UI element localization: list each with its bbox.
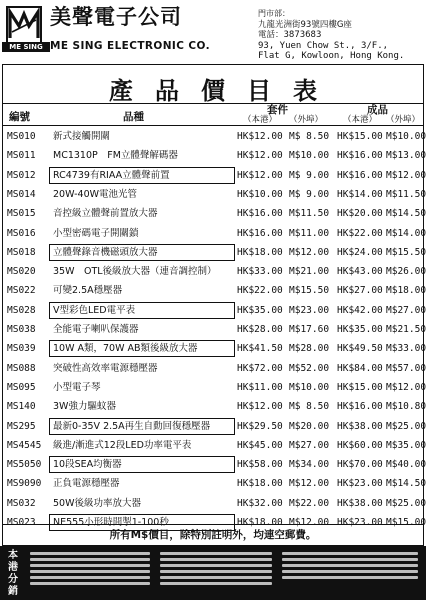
product-name: 10段SEA均衡器 xyxy=(53,459,122,471)
table-row xyxy=(3,262,426,282)
product-code: MS018 xyxy=(7,246,36,258)
product-code: MS088 xyxy=(7,362,36,374)
product-code: MS095 xyxy=(7,381,36,393)
table-row xyxy=(3,397,426,417)
product-price-overseas: M$33.00 xyxy=(386,343,426,355)
table-row xyxy=(3,301,426,321)
kit-price-overseas: M$11.00 xyxy=(289,227,330,239)
product-code: MS014 xyxy=(7,188,36,200)
kit-price-local: HK$41.50 xyxy=(237,343,283,355)
table-row xyxy=(3,339,426,359)
table-row xyxy=(3,436,426,456)
price-list-title: 產品價目表 xyxy=(109,77,339,105)
product-code: MS020 xyxy=(7,266,36,278)
product-price-local: HK$16.00 xyxy=(337,169,383,181)
kit-price-overseas: M$12.00 xyxy=(289,246,330,258)
dealer-entry xyxy=(160,570,272,573)
product-price-overseas: M$40.00 xyxy=(386,459,426,471)
product-name: 小型密碼電子開關鎖 xyxy=(53,227,139,239)
address-english-line-1: 93, Yuen Chow St., 3/F., xyxy=(258,41,389,51)
product-price-overseas: M$26.00 xyxy=(386,266,426,278)
product-code: MS140 xyxy=(7,401,36,413)
kit-price-local: HK$35.00 xyxy=(237,304,283,316)
table-row xyxy=(3,243,426,263)
product-price-overseas: M$21.50 xyxy=(386,324,426,335)
kit-price-local: HK$12.00 xyxy=(237,150,283,162)
table-row xyxy=(3,455,426,475)
column-header-product: 成品 xyxy=(367,104,388,116)
column-header-name: 品種 xyxy=(123,111,144,123)
kit-price-local: HK$16.00 xyxy=(237,227,283,239)
column-header-kit: 套件 xyxy=(267,104,288,116)
dealer-entry xyxy=(282,564,418,567)
table-row xyxy=(3,166,426,186)
product-price-local: HK$70.00 xyxy=(337,459,383,471)
kit-price-overseas: M$ 9.00 xyxy=(289,188,330,200)
company-name-english: ME SING ELECTRONIC CO. xyxy=(50,40,210,52)
product-price-local: HK$27.00 xyxy=(337,285,383,297)
dealer-list-label: 本港分銷 xyxy=(8,550,18,597)
kit-price-local: HK$12.00 xyxy=(237,169,283,181)
subheader-product-overseas: （外埠） xyxy=(386,115,421,125)
subheader-product-local: （本港） xyxy=(343,115,378,125)
kit-price-overseas: M$21.00 xyxy=(289,266,330,278)
product-price-local: HK$20.00 xyxy=(337,208,383,220)
product-price-overseas: M$25.00 xyxy=(386,497,426,509)
kit-price-local: HK$32.00 xyxy=(237,497,283,509)
product-name: 3W強力驅蚊器 xyxy=(53,401,116,413)
subheader-kit-overseas: （外埠） xyxy=(289,115,324,125)
product-code: MS010 xyxy=(7,131,36,142)
phone-number: 電話：3873683 xyxy=(258,30,322,40)
product-name: 突破性高效率電源穩壓器 xyxy=(53,362,158,374)
product-code: MS295 xyxy=(7,420,36,432)
product-price-overseas: M$14.50 xyxy=(386,208,426,220)
dealer-entry xyxy=(282,570,418,573)
product-name: 20W-40W電池光管 xyxy=(53,188,138,200)
subheader-kit-local: （本港） xyxy=(243,115,278,125)
kit-price-overseas: M$ 8.50 xyxy=(289,401,330,413)
product-price-local: HK$14.00 xyxy=(337,188,383,200)
table-row xyxy=(3,359,426,379)
product-price-local: HK$16.00 xyxy=(337,150,383,162)
product-code: MS011 xyxy=(7,150,36,162)
table-row xyxy=(3,281,426,301)
product-price-overseas: M$35.00 xyxy=(386,439,426,451)
kit-price-local: HK$12.00 xyxy=(237,131,283,142)
table-row xyxy=(3,224,426,244)
product-code: MS016 xyxy=(7,227,36,239)
kit-price-local: HK$33.00 xyxy=(237,266,283,278)
product-price-overseas: M$57.00 xyxy=(386,362,426,374)
product-price-local: HK$23.00 xyxy=(337,517,383,528)
logo-mark-icon xyxy=(8,8,40,42)
product-name: 新式接觸開關 xyxy=(53,131,111,142)
kit-price-overseas: M$12.00 xyxy=(289,517,330,528)
kit-price-overseas: M$22.00 xyxy=(289,497,330,509)
kit-price-overseas: M$11.50 xyxy=(289,208,330,220)
product-price-local: HK$15.00 xyxy=(337,131,383,142)
table-row xyxy=(3,127,426,147)
table-row xyxy=(3,320,426,340)
table-row xyxy=(3,494,426,514)
logo-label: ME SING xyxy=(2,42,50,52)
company-name-chinese: 美聲電子公司 xyxy=(50,5,182,29)
column-header-code: 編號 xyxy=(9,111,30,123)
product-price-overseas: M$27.00 xyxy=(386,304,426,316)
dealer-entry xyxy=(282,552,418,555)
address-chinese: 九龍光洲街93號四樓G座 xyxy=(258,20,352,30)
product-name: 小型電子琴 xyxy=(53,381,101,393)
kit-price-overseas: M$23.00 xyxy=(289,304,330,316)
product-price-local: HK$15.00 xyxy=(337,381,383,393)
dealer-entry xyxy=(160,564,272,567)
kit-price-local: HK$22.00 xyxy=(237,285,283,297)
product-name: 可變2.5A穩壓器 xyxy=(53,285,123,297)
product-name: RC4739有RIAA立體聲前置 xyxy=(53,169,170,181)
address-english-line-2: Flat G, Kowloon, Hong Kong. xyxy=(258,51,405,61)
product-name: 全能電子喇叭保護器 xyxy=(53,324,139,335)
kit-price-overseas: M$17.60 xyxy=(289,324,330,335)
table-row xyxy=(3,146,426,166)
dealer-entry xyxy=(160,576,272,579)
dealer-entry xyxy=(30,558,150,561)
product-price-overseas: M$14.00 xyxy=(386,227,426,239)
table-row xyxy=(3,185,426,205)
table-row xyxy=(3,378,426,398)
kit-price-local: HK$11.00 xyxy=(237,381,283,393)
company-logo xyxy=(6,6,42,44)
product-price-overseas: M$14.50 xyxy=(386,478,426,490)
address-label: 門市部： xyxy=(258,9,290,18)
kit-price-local: HK$18.00 xyxy=(237,246,283,258)
product-price-local: HK$23.00 xyxy=(337,478,383,490)
price-table xyxy=(2,64,424,546)
footnote-divider xyxy=(3,524,423,525)
product-name: 正負電源穩壓器 xyxy=(53,478,120,490)
kit-price-local: HK$18.00 xyxy=(237,478,283,490)
kit-price-local: HK$12.00 xyxy=(237,401,283,413)
product-name: 最新0-35V 2.5A再生自動回復穩壓器 xyxy=(53,420,211,432)
product-code: MS023 xyxy=(7,517,36,528)
kit-price-overseas: M$ 8.50 xyxy=(289,131,330,142)
kit-price-overseas: M$10.00 xyxy=(289,150,330,162)
kit-price-local: HK$45.00 xyxy=(237,439,283,451)
header-divider xyxy=(3,125,423,126)
product-price-local: HK$16.00 xyxy=(337,401,383,413)
kit-price-local: HK$16.00 xyxy=(237,208,283,220)
kit-price-local: HK$29.50 xyxy=(237,420,283,432)
product-price-local: HK$60.00 xyxy=(337,439,383,451)
product-price-overseas: M$13.00 xyxy=(386,150,426,162)
product-price-overseas: M$11.50 xyxy=(386,188,426,200)
product-code: MS022 xyxy=(7,285,36,297)
product-price-local: HK$49.50 xyxy=(337,343,383,355)
footnote: 所有M$價目，除特別註明外，均連空郵費。 xyxy=(109,529,317,541)
kit-price-overseas: M$ 9.00 xyxy=(289,169,330,181)
product-code: MS012 xyxy=(7,169,36,181)
dealer-entry xyxy=(30,552,150,555)
product-price-overseas: M$18.00 xyxy=(386,285,426,297)
title-divider xyxy=(3,103,423,104)
product-name: NE555小形時間掣1-100秒 xyxy=(53,517,169,528)
dealer-list xyxy=(0,546,426,600)
product-price-local: HK$24.00 xyxy=(337,246,383,258)
product-code: MS038 xyxy=(7,324,36,335)
product-price-overseas: M$12.00 xyxy=(386,169,426,181)
product-name: MC1310P FM立體聲解碼器 xyxy=(53,150,178,162)
product-price-local: HK$43.00 xyxy=(337,266,383,278)
product-code: MS015 xyxy=(7,208,36,220)
dealer-entry xyxy=(282,576,418,579)
kit-price-overseas: M$10.00 xyxy=(289,381,330,393)
dealer-column-1 xyxy=(30,550,150,598)
product-price-overseas: M$15.50 xyxy=(386,246,426,258)
product-price-overseas: M$12.00 xyxy=(386,381,426,393)
kit-price-overseas: M$52.00 xyxy=(289,362,330,374)
product-code: MS5050 xyxy=(7,459,42,471)
product-price-overseas: M$25.00 xyxy=(386,420,426,432)
product-name: 級進/漸進式12段LED功率電平表 xyxy=(53,439,192,451)
product-price-local: HK$84.00 xyxy=(337,362,383,374)
product-code: MS9090 xyxy=(7,478,42,490)
dealer-column-2 xyxy=(160,550,272,598)
kit-price-local: HK$28.00 xyxy=(237,324,283,335)
kit-price-overseas: M$20.00 xyxy=(289,420,330,432)
kit-price-overseas: M$27.00 xyxy=(289,439,330,451)
product-name: V型彩色LED電平表 xyxy=(53,304,136,316)
table-row xyxy=(3,474,426,494)
kit-price-overseas: M$28.00 xyxy=(289,343,330,355)
kit-price-local: HK$58.00 xyxy=(237,459,283,471)
product-code: MS039 xyxy=(7,343,36,355)
dealer-entry xyxy=(30,564,150,567)
product-price-local: HK$22.00 xyxy=(337,227,383,239)
product-code: MS028 xyxy=(7,304,36,316)
product-name: 立體聲錄音機磁頭放大器 xyxy=(53,246,158,258)
kit-price-overseas: M$15.50 xyxy=(289,285,330,297)
table-row xyxy=(3,204,426,224)
kit-price-local: HK$10.00 xyxy=(237,188,283,200)
kit-price-overseas: M$34.00 xyxy=(289,459,330,471)
product-name: 10W A類，70W AB類後級放大器 xyxy=(53,343,198,355)
product-price-local: HK$38.00 xyxy=(337,497,383,509)
product-name: 35W OTL後級放大器（連音調控制） xyxy=(53,266,217,278)
dealer-entry xyxy=(282,558,418,561)
kit-price-local: HK$18.00 xyxy=(237,517,283,528)
dealer-entry xyxy=(160,552,272,555)
kit-price-overseas: M$12.00 xyxy=(289,478,330,490)
dealer-entry xyxy=(160,558,272,561)
product-code: MS032 xyxy=(7,497,36,509)
product-price-local: HK$35.00 xyxy=(337,324,383,335)
product-code: MS4545 xyxy=(7,439,42,451)
dealer-entry xyxy=(30,570,150,573)
table-row xyxy=(3,417,426,437)
dealer-entry xyxy=(30,582,150,585)
product-name: 音控級立體聲前置放大器 xyxy=(53,208,158,220)
product-price-overseas: M$15.00 xyxy=(386,517,426,528)
product-price-overseas: M$10.80 xyxy=(386,401,426,413)
product-price-overseas: M$10.00 xyxy=(386,131,426,142)
kit-price-local: HK$72.00 xyxy=(237,362,283,374)
company-header xyxy=(0,0,426,64)
product-price-local: HK$42.00 xyxy=(337,304,383,316)
product-price-local: HK$38.00 xyxy=(337,420,383,432)
product-name: 50W後級功率放大器 xyxy=(53,497,141,509)
dealer-entry xyxy=(160,582,272,585)
dealer-entry xyxy=(30,576,150,579)
dealer-column-3 xyxy=(282,550,418,598)
